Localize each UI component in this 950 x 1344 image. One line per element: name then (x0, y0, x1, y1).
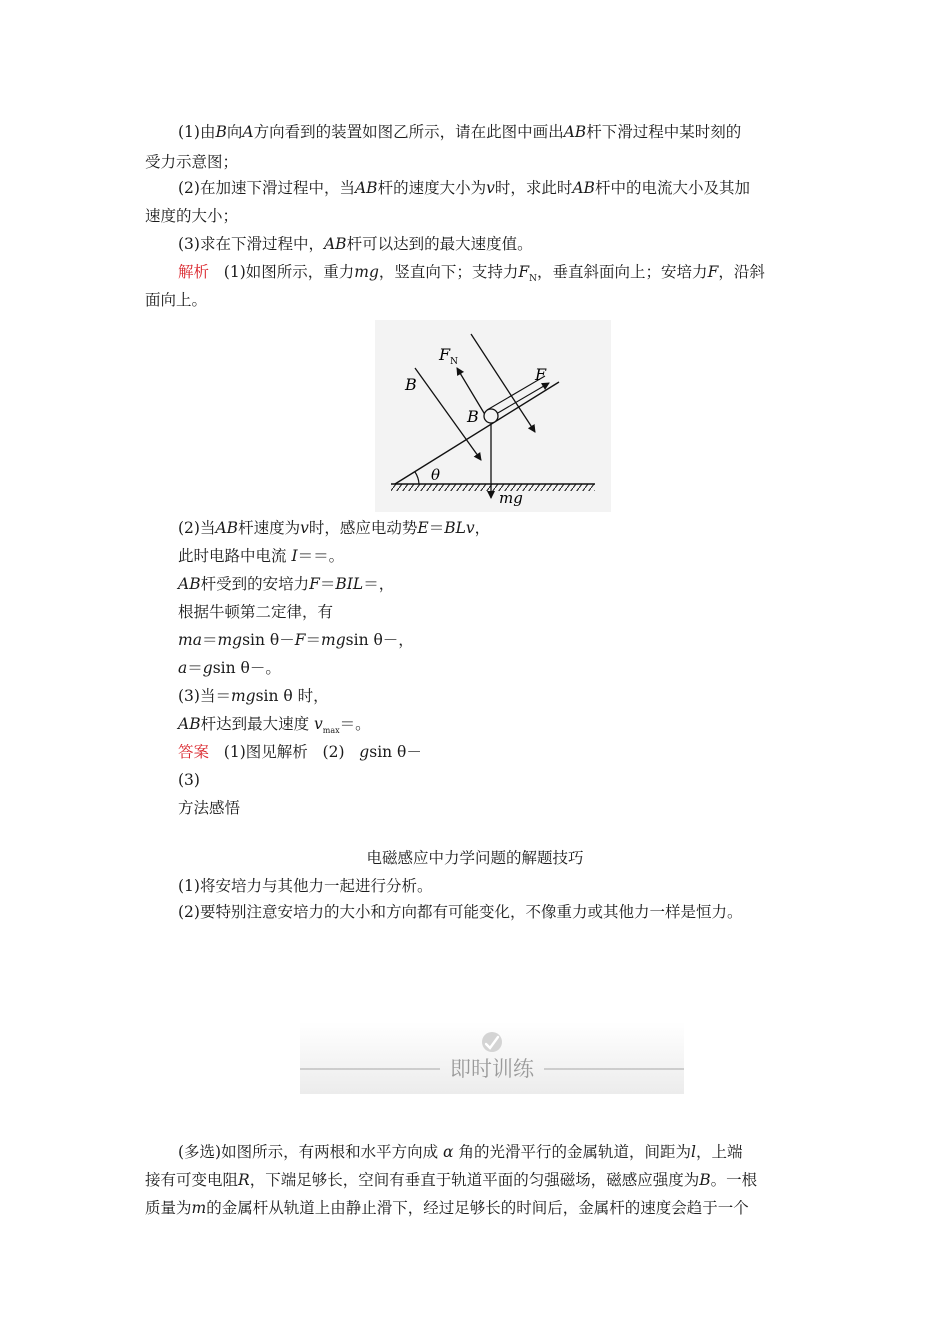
practice-banner (300, 1022, 684, 1094)
fn-label: $F_N$ (439, 345, 458, 367)
step-3: AB杆受到的安培力F＝BIL＝， (178, 575, 395, 593)
practice-line-2: 接有可变电阻R，下端足够长，空间有垂直于轨道平面的匀强磁场，磁感应强度为B。一根 (145, 1171, 758, 1189)
tip-2: (2)要特别注意安培力的大小和方向都有可能变化，不像重力或其他力一样是恒力。 (178, 903, 743, 921)
force-diagram (375, 320, 611, 512)
theta-label: θ (431, 466, 441, 484)
question-3-line: (3)求在下滑过程中，AB杆可以达到的最大速度值。 (178, 235, 533, 253)
step-4: 根据牛顿第二定律，有 (178, 603, 334, 621)
analysis-line-1: 解析 (1)如图所示，重力mg，竖直向下；支持力$F_N$，垂直斜面向上；安培力F，沿斜 (178, 263, 765, 285)
tips-title: 电磁感应中力学问题的解题技巧 (366, 849, 584, 867)
step-5: ma＝mgsin θ－F＝mgsin θ－， (178, 631, 414, 649)
answer-tag: 答案 (178, 743, 210, 761)
b-field-label: B (405, 375, 417, 394)
analysis-tag: 解析 (178, 263, 210, 281)
answer-line: 答案 (1)图见解析 (2) gsin θ－ (178, 743, 422, 761)
step-1: (2)当AB杆速度为v时，感应电动势E＝BLv， (178, 519, 491, 537)
method-heading: 方法感悟 (178, 799, 241, 817)
step-2: 此时电路中电流 I＝＝。 (178, 547, 345, 565)
tip-1: (1)将安培力与其他力一起进行分析。 (178, 877, 433, 895)
pencil-check-icon (482, 1032, 502, 1052)
question-2-cont: 速度的大小； (145, 207, 239, 225)
rod-b-label: B (467, 407, 479, 426)
ground-hatching (391, 484, 595, 491)
question-1-line: (1)由B向A方向看到的装置如图乙所示，请在此图中画出AB杆下滑过程中某时刻的 (178, 123, 742, 141)
f-label: F (535, 365, 547, 384)
step-6: a＝gsin θ－。 (178, 659, 281, 677)
practice-line-1: (多选)如图所示，有两根和水平方向成 α 角的光滑平行的金属轨道，间距为l，上端 (178, 1143, 743, 1161)
mg-label: mg (499, 489, 523, 507)
rod-cross-section-icon (484, 409, 498, 423)
answer-line-2: (3) (178, 771, 200, 789)
question-1-cont: 受力示意图； (145, 153, 239, 171)
practice-line-3: 质量为m的金属杆从轨道上由静止滑下，经过足够长的时间后，金属杆的速度会趋于一个 (145, 1199, 749, 1217)
step-8: AB杆达到最大速度 $v_{max}=$。 (178, 715, 371, 736)
analysis-line-1-cont: 面向上。 (145, 291, 208, 309)
banner-title: 即时训练 (450, 1057, 534, 1081)
question-2-line: (2)在加速下滑过程中，当AB杆的速度大小为v时，求此时AB杆中的电流大小及其加 (178, 179, 750, 197)
step-7: (3)当＝mgsin θ 时， (178, 687, 329, 705)
